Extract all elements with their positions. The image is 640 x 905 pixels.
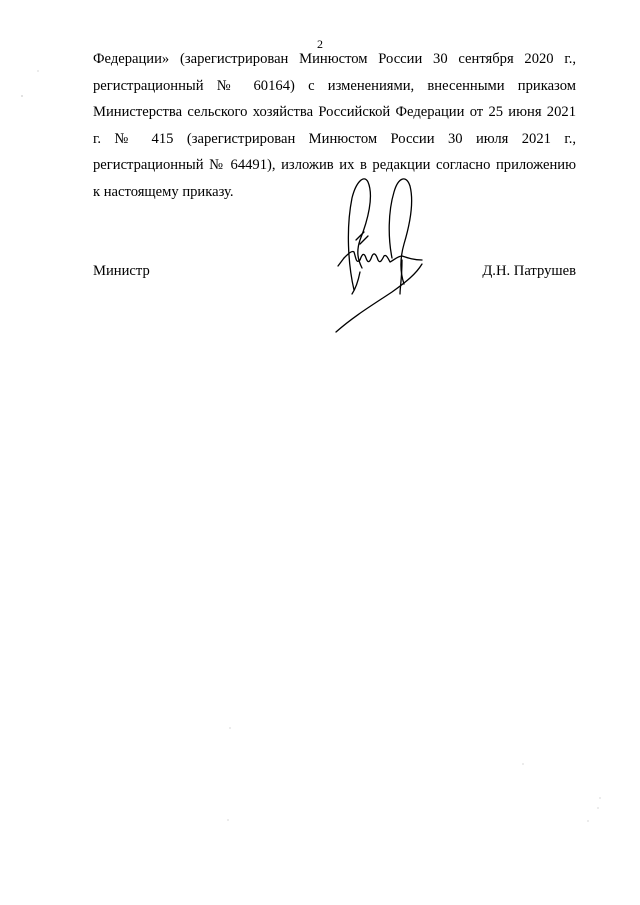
signatory-position: Министр [93,263,150,279]
body-line: регистрационный № 64491), изложив их в редакции согласно приложению [93,157,576,173]
body-line: к настоящему приказу. [93,183,234,200]
body-line: регистрационный № 60164) с изменениями, внесенными приказом [93,77,576,94]
body-line: г. № 415 (зарегистрирован Минюстом России 30 июля 2021 г., [93,130,576,147]
body-line: Федерации» (зарегистрирован Минюстом России 30 сентября 2020 г., [93,51,576,67]
handwritten-signature [330,168,440,340]
body-line: Министерства сельского хозяйства Российской Федерации от 25 июня 2021 [93,104,576,120]
page-number: 2 [317,37,323,51]
signatory-name: Д.Н. Патрушев [482,263,576,279]
